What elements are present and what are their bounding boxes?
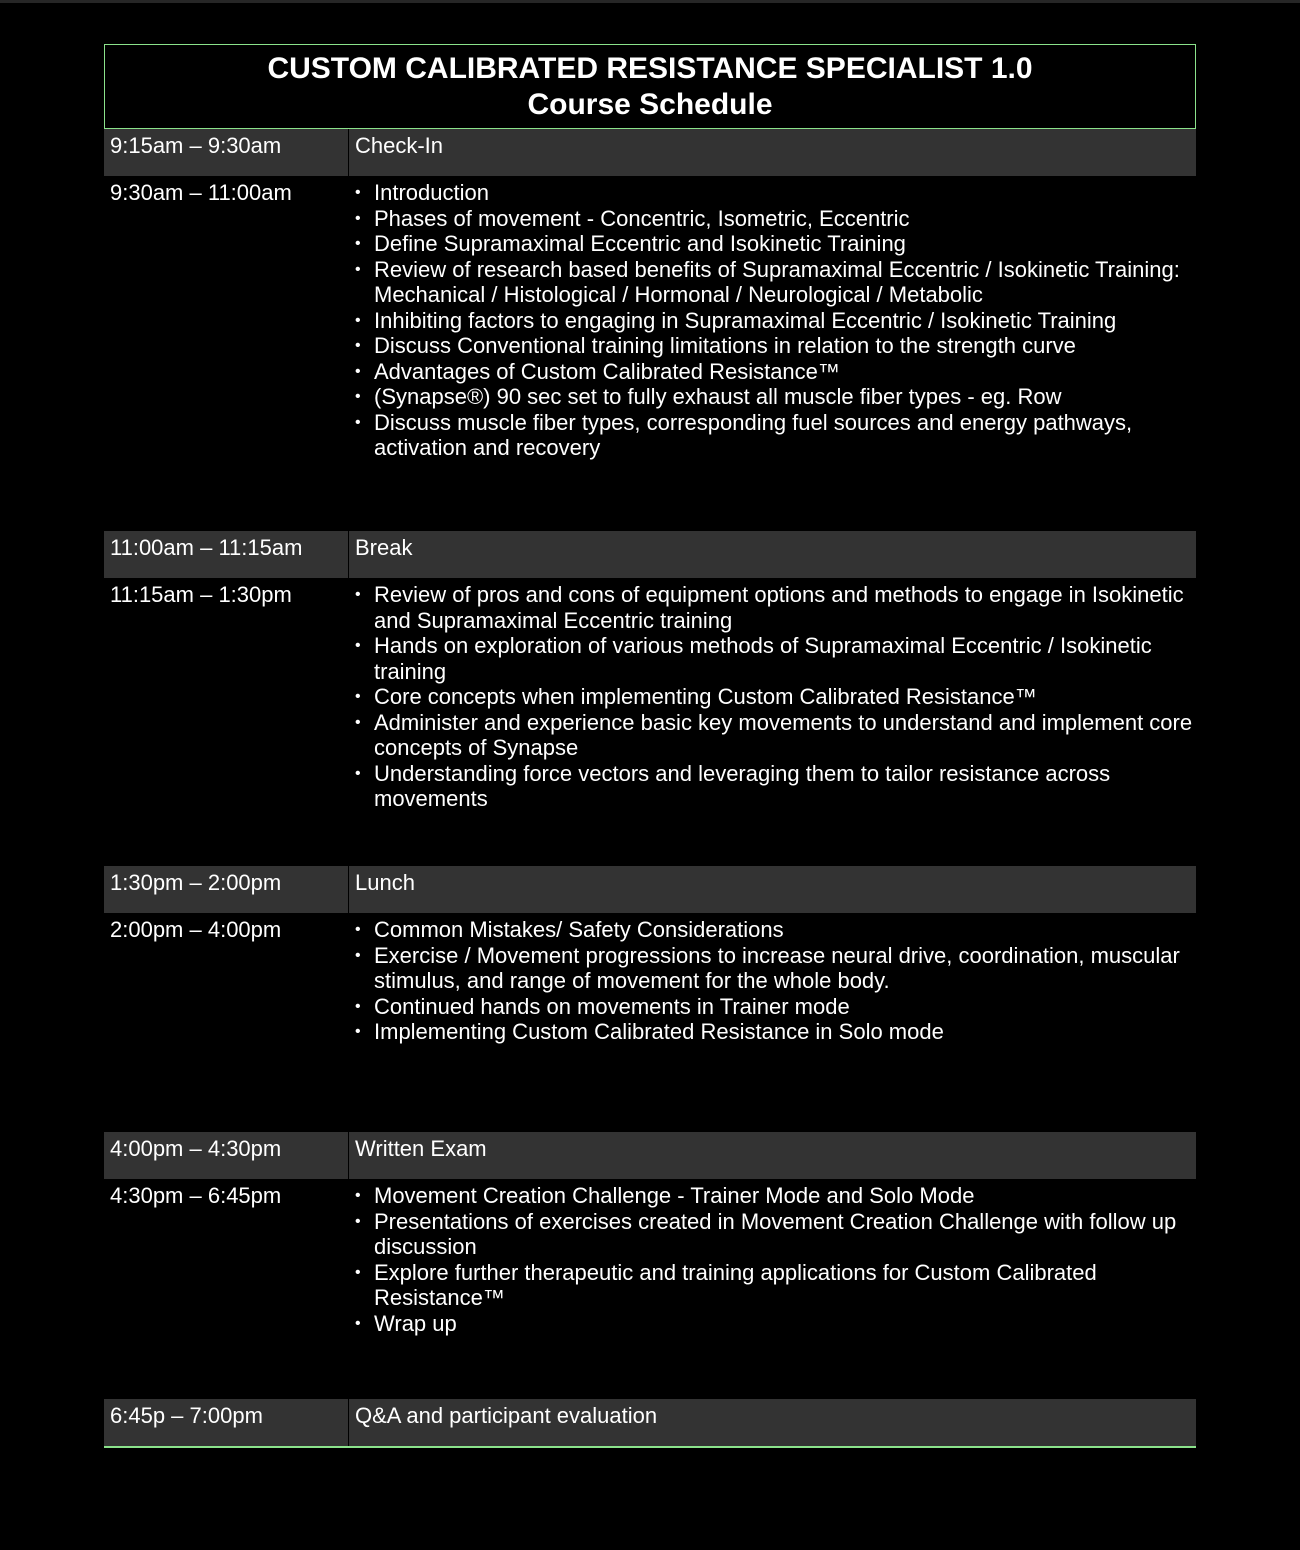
time-slot: 1:30pm – 2:00pm [104,866,349,913]
top-border [0,0,1300,3]
schedule-row-midday-session [104,578,1196,866]
topic-item: • Presentations of exercises created in Movement Creation Challenge with follow up discussion [355,1209,1196,1260]
topic-item: • Wrap up [355,1311,1196,1337]
session-topics [349,913,1196,1132]
topic-item: • Hands on exploration of various methods of Supramaximal Eccentric / Isokinetic training [355,633,1196,684]
time-slot: 6:45p – 7:00pm [104,1399,349,1446]
session-topics [349,176,1196,531]
schedule-document [104,44,1196,1448]
session-title: Break [355,535,413,560]
topic-item: • Understanding force vectors and leveraging them to tailor resistance across movements [355,761,1196,812]
schedule-row-qa [104,1399,1196,1446]
bottom-border [104,1446,1196,1448]
schedule-row-check-in [104,129,1196,176]
document-header [104,44,1196,129]
topic-item: • Inhibiting factors to engaging in Supramaximal Eccentric / Isokinetic Training [355,308,1196,334]
topic-item: • Phases of movement - Concentric, Isometric, Eccentric [355,206,1196,232]
topic-item: • Exercise / Movement progressions to increase neural drive, coordination, muscular stimulus, and range of movement for the whole body. [355,943,1196,994]
topic-item: • (Synapse®) 90 sec set to fully exhaust all muscle fiber types - eg. Row [355,384,1196,410]
schedule-row-break [104,531,1196,578]
topic-item: • Define Supramaximal Eccentric and Isokinetic Training [355,231,1196,257]
topic-item: • Advantages of Custom Calibrated Resistance™ [355,359,1196,385]
topic-item: • Review of pros and cons of equipment options and methods to engage in Isokinetic and Supramaximal Eccentric training [355,582,1196,633]
time-slot: 2:00pm – 4:00pm [110,917,282,942]
topic-item: • Review of research based benefits of Supramaximal Eccentric / Isokinetic Training: Mechanical / Histological / Hormonal / Neurological / Metabolic [355,257,1196,308]
schedule-row-written-exam [104,1132,1196,1179]
schedule-row-morning-session [104,176,1196,531]
topic-item: • Movement Creation Challenge - Trainer Mode and Solo Mode [355,1183,1196,1209]
time-slot: 4:00pm – 4:30pm [104,1132,349,1179]
session-topics [349,1179,1196,1399]
schedule-row-lunch [104,866,1196,913]
session-topics [349,578,1196,866]
time-slot: 4:30pm – 6:45pm [110,1183,282,1208]
time-slot: 11:15am – 1:30pm [110,582,292,607]
topic-item: • Administer and experience basic key movements to understand and implement core concepts of Synapse [355,710,1196,761]
time-slot: 11:00am – 11:15am [104,531,349,578]
topic-item: • Discuss muscle fiber types, corresponding fuel sources and energy pathways, activation and recovery [355,410,1196,461]
session-title: Check-In [355,133,444,158]
course-title: CUSTOM CALIBRATED RESISTANCE SPECIALIST 1.0 [267,52,1033,85]
topic-item: • Implementing Custom Calibrated Resistance in Solo mode [355,1019,1196,1045]
schedule-row-evening-session [104,1179,1196,1399]
topic-item: • Core concepts when implementing Custom Calibrated Resistance™ [355,684,1196,710]
time-slot: 9:30am – 11:00am [110,180,292,205]
session-title: Q&A and participant evaluation [355,1403,658,1428]
topic-item: • Introduction [355,180,1196,206]
topic-item: • Discuss Conventional training limitations in relation to the strength curve [355,333,1196,359]
topic-item: • Continued hands on movements in Trainer mode [355,994,1196,1020]
topic-item: • Common Mistakes/ Safety Considerations [355,917,1196,943]
session-title: Lunch [355,870,415,895]
session-title: Written Exam [355,1136,487,1161]
schedule-subtitle: Course Schedule [527,88,773,121]
time-slot: 9:15am – 9:30am [104,129,349,176]
topic-item: • Explore further therapeutic and training applications for Custom Calibrated Resistance™ [355,1260,1196,1311]
schedule-row-afternoon-session [104,913,1196,1132]
